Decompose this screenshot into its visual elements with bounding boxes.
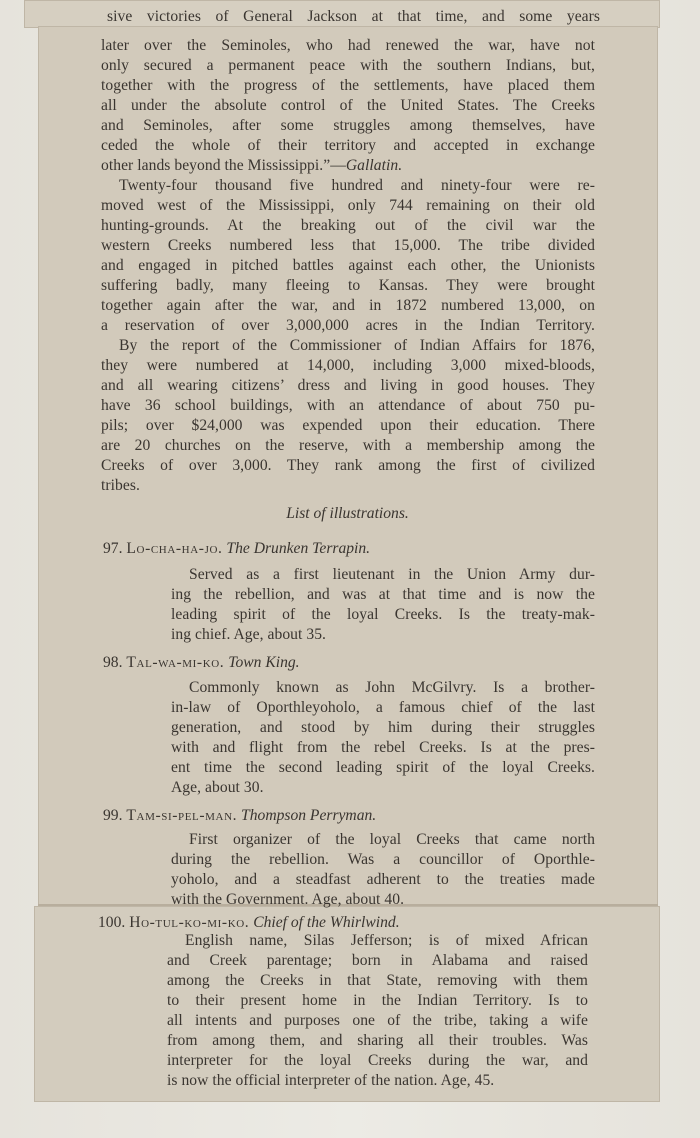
- entry-heading: [98, 913, 400, 933]
- entry-number: 99.: [103, 807, 123, 824]
- entry-english-name: Thompson Perryman.: [241, 807, 377, 824]
- citation: Gallatin.: [345, 157, 403, 174]
- paragraph-last-line: tribes.: [101, 477, 140, 494]
- entry-line: yoholo, and a steadfast adherent to the treaties made: [171, 871, 595, 888]
- paragraph-line: together again after the war, and in 1872 numbered 13,000, on: [101, 297, 595, 314]
- paragraph-line: and Seminoles, after some struggles among themselves, have: [101, 117, 595, 134]
- entry-english-name: Town King.: [228, 654, 300, 671]
- entry-line: all intents and purposes one of the tribe, taking a wife: [167, 1012, 588, 1029]
- paragraph-line: a reservation of over 3,000,000 acres in the Indian Territory.: [101, 317, 595, 334]
- entry-heading: [103, 539, 370, 559]
- entry-line: with and flight from the rebel Creeks. Is at the pres-: [171, 739, 595, 756]
- paragraph-line: and engaged in pitched battles against each other, the Unionists: [101, 257, 595, 274]
- entry-line: First organizer of the loyal Creeks that came north: [189, 831, 595, 848]
- paragraph-line: they were numbered at 14,000, including 3,000 mixed-bloods,: [101, 357, 595, 374]
- entry-line: English name, Silas Jefferson; is of mixed African: [185, 932, 588, 949]
- entry-line: to their present home in the Indian Territory. Is to: [167, 992, 588, 1009]
- paragraph-line: hunting-grounds. At the breaking out of the civil war the: [101, 217, 595, 234]
- entry-last-line: ing chief. Age, about 35.: [171, 626, 326, 643]
- entry-line: Commonly known as John McGilvry. Is a brother-: [189, 679, 595, 696]
- entry-native-name: Lo-cha-ha-jo.: [126, 540, 223, 557]
- entry-line: among the Creeks in that State, removing with them: [167, 972, 588, 989]
- entry-line: and Creek parentage; born in Alabama and raised: [167, 952, 588, 969]
- entry-last-line: with the Government. Age, about 40.: [171, 891, 405, 908]
- entry-last-line: Age, about 30.: [171, 779, 264, 796]
- paragraph-line: pils; over $24,000 was expended upon their education. There: [101, 417, 595, 434]
- paragraph-line: are 20 churches on the reserve, with a membership among the: [101, 437, 595, 454]
- illustrations-heading: List of illustrations.: [286, 505, 409, 522]
- quote-end-text: other lands beyond the Mississippi.”—: [101, 157, 346, 174]
- paragraph-line: suffering badly, many fleeing to Kansas. They were brought: [101, 277, 595, 294]
- top-fragment-line: sive victories of General Jackson at that time, and some years: [107, 8, 600, 25]
- paragraph-line: have 36 school buildings, with an attendance of about 750 pu-: [101, 397, 595, 414]
- entry-line: in-law of Oporthleyoholo, a famous chief of the last: [171, 699, 595, 716]
- paragraph-line: moved west of the Mississippi, only 744 remaining on their old: [101, 197, 595, 214]
- entry-line: Served as a first lieutenant in the Union Army dur-: [189, 566, 595, 583]
- entry-native-name: Tam-si-pel-man.: [126, 807, 238, 824]
- paragraph-line: By the report of the Commissioner of Indian Affairs for 1876,: [119, 337, 595, 354]
- entry-number: 100.: [98, 914, 126, 931]
- entry-heading: [103, 806, 376, 826]
- entry-last-line: is now the official interpreter of the nation. Age, 45.: [167, 1072, 495, 1089]
- paragraph-line: all under the absolute control of the United States. The Creeks: [101, 97, 595, 114]
- entry-number: 98.: [103, 654, 123, 671]
- entry-line: generation, and stood by him during their struggles: [171, 719, 595, 736]
- paragraph-line: ceded the whole of their territory and accepted in exchange: [101, 137, 595, 154]
- paragraph-line: later over the Seminoles, who had renewed the war, have not: [101, 37, 595, 54]
- entry-native-name: Ho-tul-ko-mi-ko.: [129, 914, 250, 931]
- paragraph-last-line: [101, 156, 402, 176]
- paragraph-line: only secured a permanent peace with the southern Indians, but,: [101, 57, 595, 74]
- entry-native-name: Tal-wa-mi-ko.: [126, 654, 225, 671]
- entry-line: from among them, and sharing all their troubles. Was: [167, 1032, 588, 1049]
- paragraph-line: and all wearing citizens’ dress and living in good houses. They: [101, 377, 595, 394]
- entry-heading: [103, 653, 300, 673]
- entry-number: 97.: [103, 540, 123, 557]
- paragraph-line: western Creeks numbered less that 15,000. The tribe divided: [101, 237, 595, 254]
- entry-english-name: The Drunken Terrapin.: [226, 540, 371, 557]
- paragraph-line: Twenty-four thousand five hundred and ninety-four were re-: [119, 177, 595, 194]
- entry-english-name: Chief of the Whirlwind.: [253, 914, 400, 931]
- entry-line: ing the rebellion, and was at that time and is now the: [171, 586, 595, 603]
- entry-line: during the rebellion. Was a councillor of Oporthle-: [171, 851, 595, 868]
- paragraph-line: together with the progress of the settlements, have placed them: [101, 77, 595, 94]
- paragraph-line: Creeks of over 3,000. They rank among the first of civilized: [101, 457, 595, 474]
- entry-line: ent time the second leading spirit of the loyal Creeks.: [171, 759, 595, 776]
- entry-line: leading spirit of the loyal Creeks. Is the treaty-mak-: [171, 606, 595, 623]
- entry-line: interpreter for the loyal Creeks during the war, and: [167, 1052, 588, 1069]
